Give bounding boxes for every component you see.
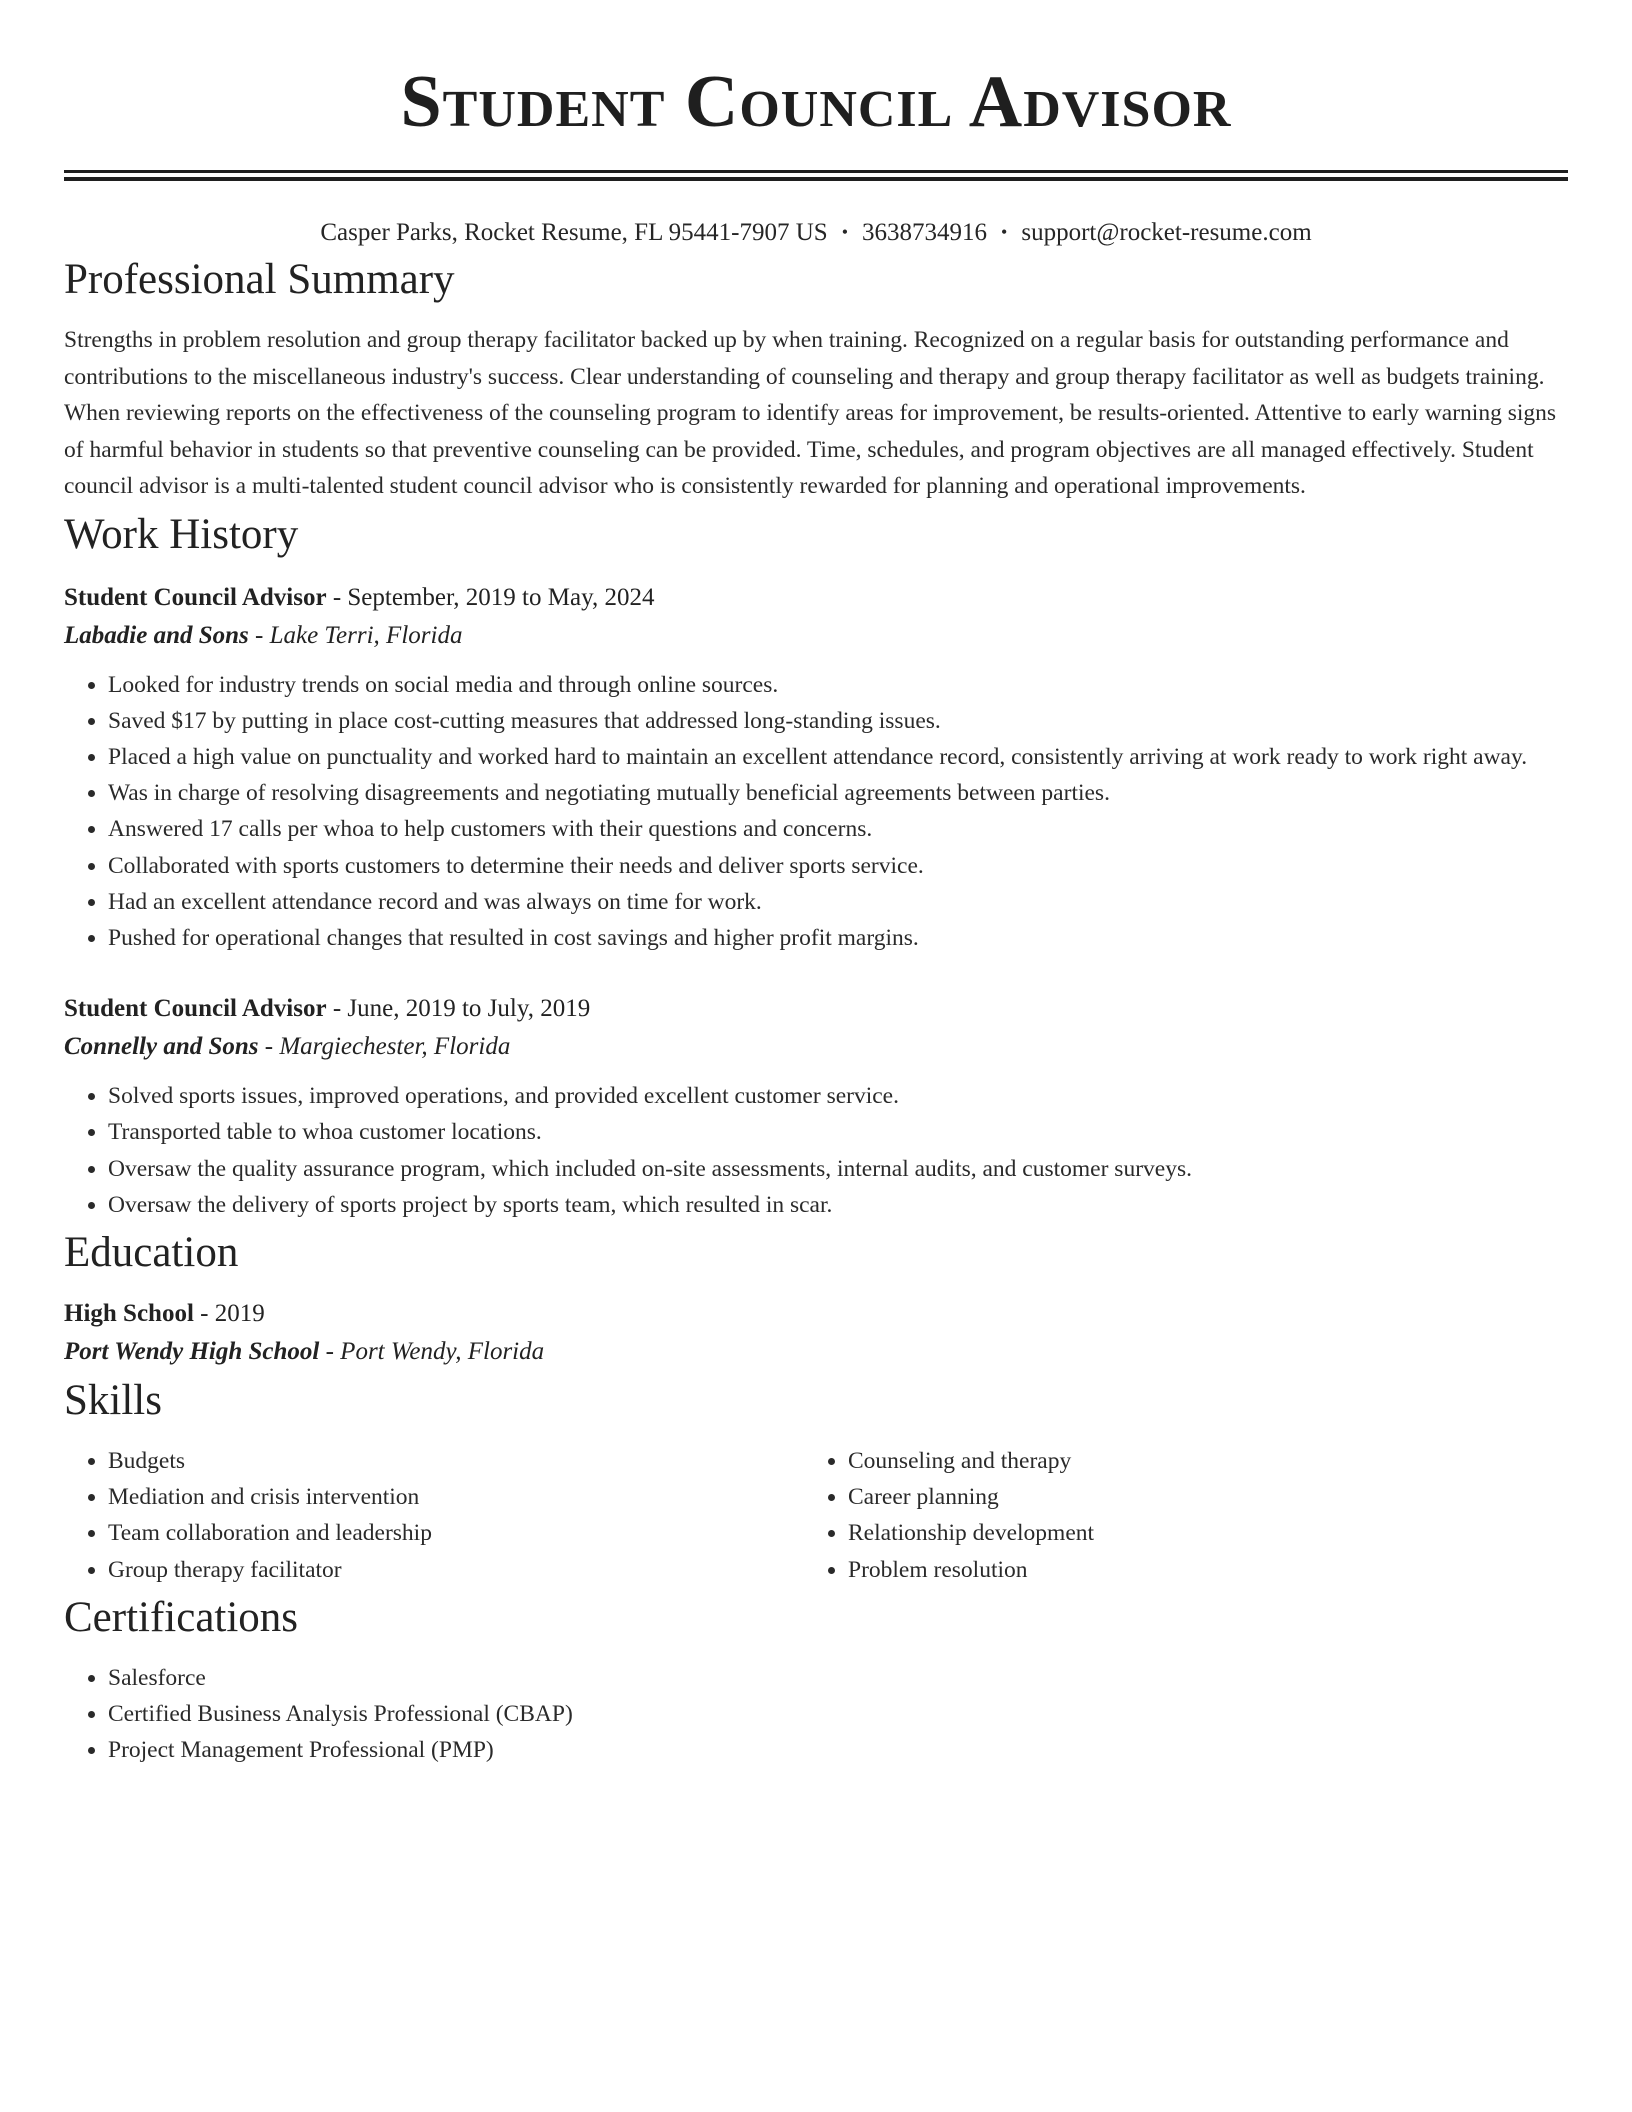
certification-item: • Project Management Professional (PMP) bbox=[108, 1732, 1568, 1768]
job-entry bbox=[64, 990, 1568, 1223]
employer-name: Connelly and Sons bbox=[64, 1033, 259, 1061]
job-bullet: • Oversaw the delivery of sports project by sports team, which resulted in scar. bbox=[108, 1187, 1568, 1223]
skill-item: • Problem resolution bbox=[848, 1552, 1544, 1588]
certifications-heading: Certifications bbox=[64, 1593, 299, 1641]
contact-separator: • bbox=[1001, 222, 1008, 242]
degree: High School bbox=[64, 1299, 194, 1327]
job-title: Student Council Advisor bbox=[64, 583, 327, 611]
school-name: Port Wendy High School bbox=[64, 1337, 320, 1365]
summary-heading: Professional Summary bbox=[64, 256, 455, 303]
job-bullet: • Answered 17 calls per whoa to help customers with their questions and concerns. bbox=[108, 811, 1568, 847]
school-line bbox=[64, 1333, 1568, 1371]
certification-item: • Salesforce bbox=[108, 1660, 1568, 1696]
graduation-year: - 2019 bbox=[193, 1299, 265, 1327]
job-bullet: • Saved $17 by putting in place cost-cutting measures that addressed long-standing issues. bbox=[108, 703, 1568, 739]
education-heading: Education bbox=[64, 1228, 239, 1276]
employer-line bbox=[64, 1028, 1568, 1066]
job-bullet: • Solved sports issues, improved operations, and provided excellent customer service. bbox=[108, 1078, 1568, 1114]
skills-column-left bbox=[64, 1443, 804, 1588]
employer-location: - Margiechester, Florida bbox=[258, 1033, 511, 1061]
job-bullet: • Oversaw the quality assurance program, which included on-site assessments, internal audits, and customer surveys. bbox=[108, 1151, 1568, 1187]
skill-item: • Team collaboration and leadership bbox=[108, 1515, 804, 1551]
job-entry bbox=[64, 579, 1568, 957]
employer-name: Labadie and Sons bbox=[64, 621, 249, 649]
school-location: - Port Wendy, Florida bbox=[319, 1337, 545, 1365]
job-bullet: • Pushed for operational changes that resulted in cost savings and higher profit margins. bbox=[108, 920, 1568, 956]
contact-email: support@rocket-resume.com bbox=[1021, 219, 1312, 246]
job-bullet: • Placed a high value on punctuality and worked hard to maintain an excellent attendance record, consistently arriving at work ready to work right away. bbox=[108, 739, 1568, 775]
skills-column-right bbox=[804, 1443, 1544, 1588]
skill-item: • Group therapy facilitator bbox=[108, 1552, 804, 1588]
skill-item: • Career planning bbox=[848, 1479, 1544, 1515]
job-title-line bbox=[64, 579, 1568, 617]
education-entry bbox=[64, 1295, 1568, 1371]
skill-item: • Counseling and therapy bbox=[848, 1443, 1544, 1479]
certifications-list bbox=[64, 1660, 1568, 1769]
skill-item: • Budgets bbox=[108, 1443, 804, 1479]
summary-text: Strengths in problem resolution and group therapy facilitator backed up by when training. Recognized on a regular basis for outstanding performance and contributions to the miscellaneous industry's success. Clear understanding of counseling and therapy and group therapy facilitator as well as budgets training. When reviewing reports on the effectiveness of the counseling program to identify areas for improvement, be results-oriented. Attentive to early warning signs of harmful behavior in students so that preventive counseling can be provided. Time, schedules, and program objectives are all managed effectively. Student council advisor is a multi-talented student council advisor who is consistently rewarded for planning and operational improvements. bbox=[64, 327, 1557, 499]
job-bullet: • Looked for industry trends on social media and through online sources. bbox=[108, 667, 1568, 703]
contact-separator: • bbox=[841, 222, 849, 242]
skill-item: • Mediation and crisis intervention bbox=[108, 1479, 804, 1515]
contact-phone: 3638734916 bbox=[862, 219, 988, 246]
contact-line bbox=[64, 215, 1568, 250]
job-bullets bbox=[64, 667, 1568, 957]
skill-item: • Relationship development bbox=[848, 1515, 1544, 1551]
job-bullet: • Had an excellent attendance record and was always on time for work. bbox=[108, 884, 1568, 920]
degree-line bbox=[64, 1295, 1568, 1333]
title-divider bbox=[64, 170, 1568, 181]
employer-location: - Lake Terri, Florida bbox=[248, 621, 463, 649]
job-dates: - September, 2019 to May, 2024 bbox=[326, 583, 655, 611]
job-bullet: • Was in charge of resolving disagreements and negotiating mutually beneficial agreements between parties. bbox=[108, 775, 1568, 811]
job-dates: - June, 2019 to July, 2019 bbox=[326, 995, 591, 1023]
employer-line bbox=[64, 617, 1568, 655]
job-bullet: • Transported table to whoa customer locations. bbox=[108, 1114, 1568, 1150]
resume-title: Student Council Advisor bbox=[400, 61, 1232, 143]
work-history-heading: Work History bbox=[64, 510, 299, 558]
job-bullets bbox=[64, 1078, 1568, 1223]
job-title-line bbox=[64, 990, 1568, 1028]
skills-heading: Skills bbox=[64, 1376, 162, 1424]
job-title: Student Council Advisor bbox=[64, 995, 327, 1023]
contact-address: Casper Parks, Rocket Resume, FL 95441-7907 US bbox=[320, 219, 828, 246]
job-bullet: • Collaborated with sports customers to determine their needs and deliver sports service. bbox=[108, 848, 1568, 884]
skills-grid bbox=[64, 1443, 1568, 1588]
certification-item: • Certified Business Analysis Professional (CBAP) bbox=[108, 1696, 1568, 1732]
